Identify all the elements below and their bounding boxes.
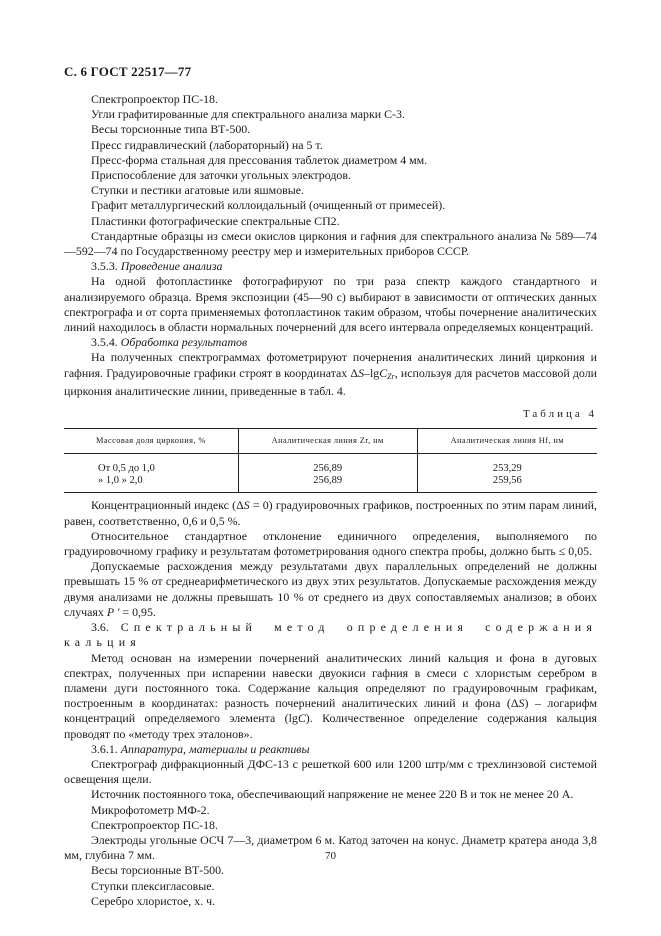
table-row bbox=[64, 475, 597, 493]
equipment-line: Пластинки фотографические спектральные СП2. bbox=[91, 213, 340, 228]
table-cell: От 0,5 до 1,0 bbox=[98, 463, 155, 475]
table-header-cell: Аналитическая линия Zr, нм bbox=[238, 429, 417, 454]
section-heading-3-5-3 bbox=[64, 259, 597, 274]
symbol-s: S bbox=[243, 498, 250, 513]
table-header-row bbox=[64, 429, 597, 454]
text-run: Допускаемые расхождения между результатами двух параллельных определений не должны превышать 15 % от среднеарифметического из двух этих результатов. Допускаемые расхождения между двумя анализами не должны превышать 10 % от среднего из двух сопоставляемых анализов; в обоих случаях bbox=[64, 559, 597, 619]
equipment-line: Весы торсионные ВТ-500. bbox=[91, 863, 225, 878]
deviation-paragraph: Относительное стандартное отклонение единичного определения, выполняемого по градуировочному графику и результатам фотометрирования одного спектра пробы, должно быть ≤ 0,05. bbox=[64, 528, 597, 559]
symbol-s: S bbox=[518, 696, 525, 711]
section-number: 3.6.1. bbox=[91, 741, 118, 756]
table-header-cell: Аналитическая линия Hf, нм bbox=[417, 429, 597, 454]
electrodes-paragraph: Электроды угольные ОСЧ 7—3, диаметром 6 м. Катод заточен на конус. Диаметр кратера анода 3,8 мм, глубина 7 мм. bbox=[64, 832, 597, 863]
equipment-line: Весы торсионные типа ВТ-500. bbox=[91, 122, 251, 137]
table-row bbox=[64, 454, 597, 475]
symbol-c: C bbox=[297, 711, 306, 726]
equipment-line: Угли графитированные для спектрального анализа марки С-3. bbox=[91, 107, 405, 122]
section-heading-3-6-1 bbox=[64, 742, 597, 757]
discrepancy-paragraph bbox=[64, 559, 597, 620]
text-run: = 0) градуировочных графиков, построенных по этим парам линий, равен, соответственно, 0,6 и 0,5 %. bbox=[64, 498, 597, 528]
symbol-p: P ′ bbox=[106, 604, 120, 619]
section-number: 3.5.3. bbox=[91, 259, 118, 274]
table-cell: 259,56 bbox=[417, 475, 597, 493]
spectrograph-paragraph: Спектрограф дифракционный ДФС-13 с решеткой 600 или 1200 штр/мм с трехлинзовой системой освещения щели. bbox=[64, 756, 597, 787]
data-table bbox=[64, 428, 597, 493]
section-title: Проведение анализа bbox=[120, 259, 223, 274]
index-paragraph bbox=[64, 498, 597, 528]
text-run: Метод основан на измерении почернений аналитических линий кальция и фона в дуговых спектрах, полученных при испарении навески двуокиси гафния в смеси с хлористым серебром в пламени дуги постоянного тока. Содержание кальция определяют по градуировочным графикам, построенным в координатах: разность почернений аналитических линий и фона (Δ bbox=[64, 650, 597, 711]
equipment-line: Спектропроектор ПС-18. bbox=[91, 92, 218, 106]
table-caption: Таблица 4 bbox=[522, 408, 597, 421]
text-run: = 0,95. bbox=[119, 604, 156, 619]
equipment-line: Пресс-форма стальная для прессования таблеток диаметром 4 мм. bbox=[91, 152, 428, 167]
equipment-line: Спектропроектор ПС-18. bbox=[91, 817, 218, 832]
symbol-s: S bbox=[358, 365, 365, 380]
table-cell: 256,89 bbox=[238, 454, 417, 475]
table-cell: 256,89 bbox=[238, 475, 417, 493]
section-heading-3-6 bbox=[64, 620, 597, 650]
equipment-line: Микрофотометр МФ-2. bbox=[91, 802, 210, 817]
equipment-line: Ступки плексигласовые. bbox=[91, 878, 215, 893]
power-source-paragraph: Источник постоянного тока, обеспечивающий напряжение не менее 220 В и ток не менее 20 А. bbox=[91, 787, 574, 802]
text-run: Концентрационный индекс (Δ bbox=[91, 498, 244, 513]
results-paragraph bbox=[64, 350, 597, 399]
analysis-paragraph: На одной фотопластинке фотографируют по три раза спектр каждого стандартного и анализируемого образца. Время экспозиции (45—90 с) выбирают в зависимости от оптических данных спектрографа и от сорта применяемых фотопластинок таким образом, чтобы почернение аналитических линий находилось в области нормальных почернений для всего интервала определяемых концентраций. bbox=[64, 274, 597, 335]
equipment-line: Ступки и пестики агатовые или яшмовые. bbox=[91, 183, 305, 198]
section-title: Аппаратура, материалы и реактивы bbox=[120, 741, 310, 756]
equipment-line: Приспособление для заточки угольных электродов. bbox=[91, 168, 351, 183]
standards-paragraph: Стандартные образцы из смеси окислов циркония и гафния для спектрального анализа № 589—74—592—74 по Государственному реестру мер и измерительных приборов СССР. bbox=[64, 228, 597, 259]
page-content bbox=[64, 92, 597, 909]
subscript-zr: Zr bbox=[387, 371, 395, 381]
section-heading-3-5-4 bbox=[64, 335, 597, 350]
text-run: ). Количественное определение содержания кальция проводят по «методу трех эталонов». bbox=[64, 711, 598, 741]
section-title: Обработка результатов bbox=[120, 335, 248, 350]
section-number: 3.5.4. bbox=[91, 335, 118, 350]
symbol-c: C bbox=[379, 365, 388, 380]
page-number: 70 bbox=[325, 850, 336, 862]
method-paragraph bbox=[64, 651, 597, 742]
section-title: Спектральный метод определения содержания кальция bbox=[64, 620, 597, 650]
equipment-line: Серебро хлористое, х. ч. bbox=[91, 893, 216, 908]
text-run: , используя для расчетов массовой доли циркония аналитические линии, приведенные в табл. 4. bbox=[64, 365, 598, 398]
table-header-cell: Массовая доля циркония, % bbox=[64, 429, 238, 454]
section-number: 3.6. bbox=[91, 620, 109, 635]
equipment-line: Пресс гидравлический (лабораторный) на 5 т. bbox=[91, 137, 323, 152]
table-cell: 253,29 bbox=[417, 454, 597, 475]
text-run: ) – логарифм концентраций определяемого элемента (lg bbox=[64, 696, 598, 726]
page-header: С. 6 ГОСТ 22517—77 bbox=[64, 64, 192, 79]
table-cell: » 1,0 » 2,0 bbox=[98, 474, 143, 486]
equipment-line: Графит металлургический коллоидальный (очищенный от примесей). bbox=[91, 198, 446, 213]
text-run: На полученных спектрограммах фотометрируют почернения аналитических линий циркония и гафния. Градуировочные графики строят в координатах Δ bbox=[64, 350, 597, 380]
text-run: –lg bbox=[364, 365, 380, 380]
